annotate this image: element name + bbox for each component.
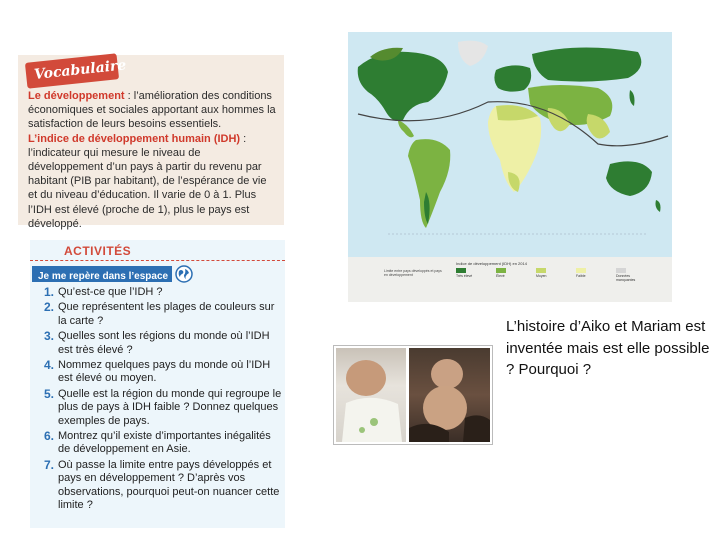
legend-label: Données manquantes [616,274,636,282]
legend-label: Très élevé [456,274,473,278]
legend-label: Faible [576,274,586,278]
question-list [30,286,285,515]
baby-photos [333,345,493,445]
question-item: 2. Que représentent les plages de couleurs sur la carte ? [44,300,275,327]
legend-title: Indice de développement (IDH) en 2014 [456,261,527,266]
term-development: Le développement [28,90,125,102]
vocabulary-heading: Vocabulaire [33,57,128,83]
world-idh-map [348,32,672,302]
legend-limit-label: Limite entre pays développés et pays en développement [384,269,442,277]
question-item: 7. Où passe la limite entre pays développés et pays en développement ? D’après vos observations, pourquoi peut-on nuancer cette limite ? [44,457,280,512]
activities-band-label: Je me repère dans l’espace [38,271,169,282]
legend-swatch-very-high [456,268,466,273]
vocabulary-text [28,89,278,231]
term-idh: L’indice de développement humain (IDH) [28,132,241,145]
question-item: 5. Quelle est la région du monde qui regroupe le plus de pays à IDH faible ? Donnez quelques exemples de pays. [44,386,282,427]
legend-swatch-high [496,268,506,273]
legend-swatch-medium [536,268,546,273]
divider [30,260,285,261]
vocabulary-box [18,55,284,230]
photo-baby-mariam [409,348,490,442]
activities-band [32,266,172,282]
definition-development: : l’amélioration des conditions économiques et sociales apportant aux hommes la satisfaction de leurs besoins essentiels. [28,90,276,131]
definition-idh: : l’indicateur qui mesure le niveau de développement d’un pays à partir du revenu par habitant (PIB par habitant), de l’espérance de vie et du niveau d’éducation. Il varie de 0 à 1. Plus l’IDH est élevé (proche de 1), plus le pays est développé. [28,132,267,230]
legend-label: Moyen [536,274,547,278]
activities-box [30,240,285,528]
photo-baby-aiko [336,348,406,442]
story-question: L’histoire d’Aiko et Mariam est inventée mais est elle possible ? Pourquoi ? [506,318,710,378]
question-item: 1. Qu’est-ce que l’IDH ? [44,285,163,299]
vocabulary-header [25,53,128,88]
legend-label: Élevé [496,274,505,278]
question-item: 4. Nommez quelques pays du monde où l’IDH est élevé ou moyen. [44,358,271,385]
question-item: 6. Montrez qu’il existe d’importantes inégalités de développement en Asie. [44,429,271,456]
question-item: 3. Quelles sont les régions du monde où l’IDH est très élevé ? [44,329,270,356]
legend-swatch-missing [616,268,626,273]
map-legend [348,257,672,302]
continents [348,32,672,257]
globe-icon [175,265,193,283]
activities-heading: ACTIVITÉS [64,244,132,258]
legend-swatch-low [576,268,586,273]
